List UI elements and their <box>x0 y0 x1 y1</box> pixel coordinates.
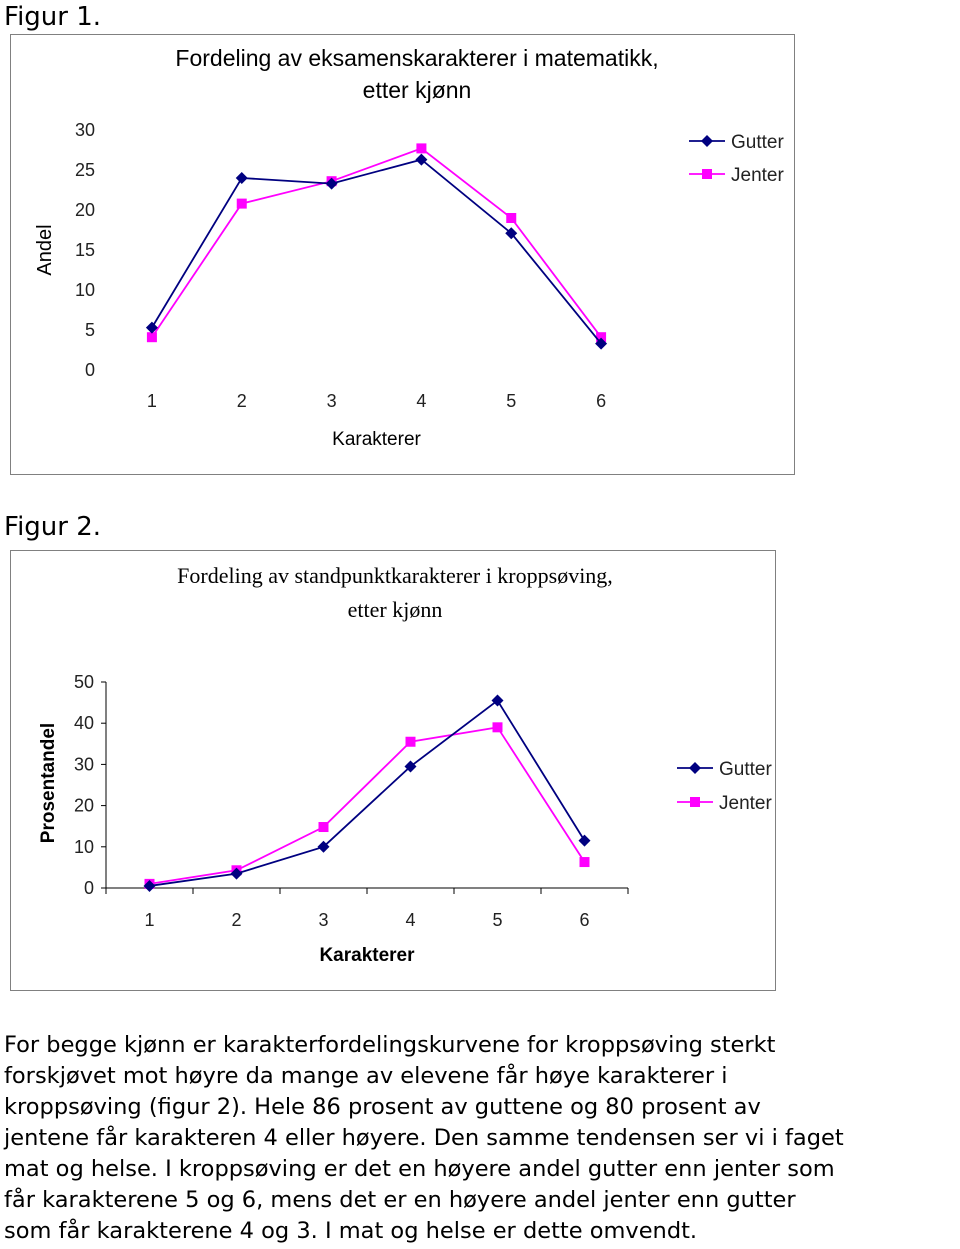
data-point-gutter <box>579 835 591 847</box>
series-gutter <box>146 154 607 350</box>
data-point-jenter <box>237 199 247 209</box>
legend-item-gutter <box>689 132 784 153</box>
y-tick-label: 40 <box>73 713 94 734</box>
paragraph-line: forskjøvet mot høyre da mange av elevene får høye karakterer i <box>4 1063 728 1089</box>
paragraph-line: får karakterene 5 og 6, mens det er en høyere andel jenter enn gutter <box>4 1187 796 1213</box>
x-tick-label: 1 <box>144 910 155 930</box>
y-tick-label: 30 <box>73 754 94 775</box>
legend-marker <box>690 797 700 807</box>
x-tick-label: 1 <box>146 391 157 411</box>
paragraph-line: jentene får karakteren 4 eller høyere. Den samme tendensen ser vi i faget <box>4 1125 844 1151</box>
legend-label: Jenter <box>731 165 784 186</box>
series-line-gutter <box>152 160 601 344</box>
data-point-jenter <box>406 737 416 747</box>
data-point-jenter <box>416 143 426 153</box>
data-point-jenter <box>147 332 157 342</box>
figure-2-chart <box>10 550 776 991</box>
data-point-gutter <box>236 172 248 184</box>
figure-1-svg <box>11 35 794 474</box>
chart-title: etter kjønn <box>347 597 443 622</box>
x-tick-label: 2 <box>231 910 242 930</box>
y-axis-title: Prosentandel <box>38 722 59 844</box>
paragraph-line: For begge kjønn er karakterfordelingskurvene for kroppsøving sterkt <box>4 1032 776 1058</box>
y-tick-label: 10 <box>74 280 95 300</box>
x-axis-title: Karakterer <box>319 945 415 966</box>
y-tick-label: 5 <box>84 320 95 340</box>
data-point-jenter <box>493 722 503 732</box>
y-tick-label: 20 <box>73 795 94 816</box>
chart-title: Fordeling av eksamenskarakterer i matematikk, <box>175 45 659 71</box>
x-tick-label: 3 <box>318 910 329 930</box>
y-tick-label: 0 <box>83 878 94 898</box>
y-tick-label: 10 <box>73 836 94 857</box>
x-tick-label: 4 <box>405 910 416 930</box>
figure-2-svg <box>11 551 775 990</box>
legend-item-jenter <box>677 793 772 814</box>
y-tick-label: 0 <box>84 360 95 380</box>
y-tick-label: 15 <box>74 240 95 260</box>
data-point-jenter <box>319 822 329 832</box>
x-tick-label: 5 <box>506 391 517 411</box>
x-tick-label: 2 <box>236 391 247 411</box>
legend-label: Gutter <box>731 132 784 153</box>
data-point-jenter <box>506 213 516 223</box>
chart-title: etter kjønn <box>362 77 472 103</box>
legend-label: Gutter <box>719 759 772 780</box>
chart-title: Fordeling av standpunktkarakterer i kroppsøving, <box>177 563 613 588</box>
figure-1-label: Figur 1. <box>4 2 102 32</box>
x-tick-label: 5 <box>492 910 503 930</box>
figure-1-chart <box>10 34 795 475</box>
legend-marker <box>689 762 701 774</box>
paragraph-line: kroppsøving (figur 2). Hele 86 prosent av guttene og 80 prosent av <box>4 1094 761 1120</box>
series-jenter <box>147 143 606 342</box>
legend-label: Jenter <box>719 793 772 814</box>
x-tick-label: 6 <box>579 910 590 930</box>
legend-item-gutter <box>677 759 772 780</box>
legend-marker <box>702 169 712 179</box>
figure-2-label: Figur 2. <box>4 512 102 542</box>
y-tick-label: 50 <box>73 672 94 692</box>
legend-item-jenter <box>689 165 784 186</box>
y-tick-label: 25 <box>74 160 95 180</box>
body-paragraph <box>4 1030 960 1247</box>
paragraph-line: mat og helse. I kroppsøving er det en høyere andel gutter enn jenter som <box>4 1156 835 1182</box>
x-axis-title: Karakterer <box>332 429 421 450</box>
x-tick-label: 6 <box>596 391 607 411</box>
legend-marker <box>701 135 713 147</box>
x-tick-label: 3 <box>326 391 337 411</box>
y-tick-label: 20 <box>74 200 95 220</box>
y-tick-label: 30 <box>74 120 95 140</box>
series-line-gutter <box>150 701 585 886</box>
x-tick-label: 4 <box>416 391 427 411</box>
paragraph-line: som får karakterene 4 og 3. I mat og helse er dette omvendt. <box>4 1218 698 1244</box>
series-line-jenter <box>152 148 601 337</box>
data-point-jenter <box>580 857 590 867</box>
y-axis-title: Andel <box>34 224 56 276</box>
series-gutter <box>144 695 591 892</box>
